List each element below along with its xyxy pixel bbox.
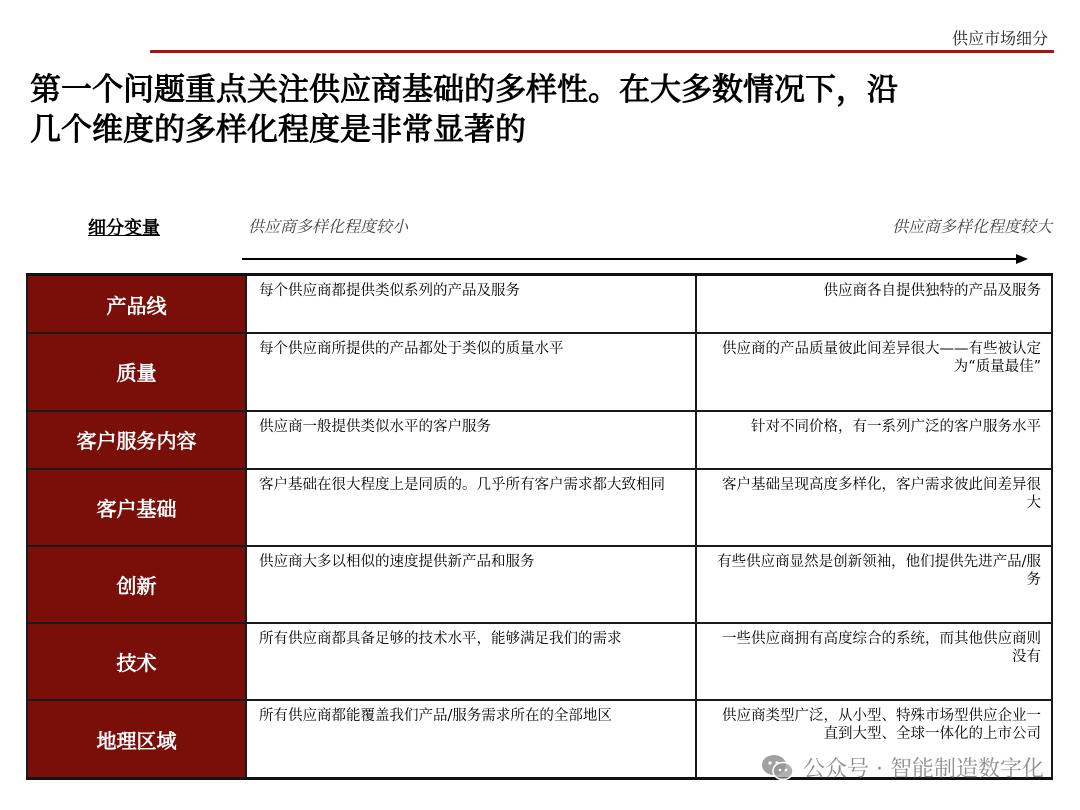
low-diversity-cell: 每个供应商所提供的产品都处于类似的质量水平 [246, 333, 696, 410]
table-row [27, 546, 1052, 623]
variable-cell: 创新 [27, 546, 246, 623]
high-diversity-cell: 针对不同价格，有一系列广泛的客户服务水平 [696, 411, 1052, 469]
variable-cell: 客户基础 [27, 469, 246, 546]
page-title [30, 70, 1060, 150]
title-line-1: 第一个问题重点关注供应商基础的多样性。在大多数情况下，沿 [30, 72, 898, 108]
table-row [27, 333, 1052, 410]
header-rule [150, 50, 1054, 53]
high-diversity-cell: 供应商类型广泛，从小型、特殊市场型供应企业一直到大型、全球一体化的上市公司 [696, 700, 1052, 778]
high-diversity-cell: 一些供应商拥有高度综合的系统，而其他供应商则没有 [696, 623, 1052, 700]
high-diversity-cell: 有些供应商显然是创新领袖，他们提供先进产品/服务 [696, 546, 1052, 623]
variable-cell: 客户服务内容 [27, 411, 246, 469]
low-diversity-cell: 所有供应商都具备足够的技术水平，能够满足我们的需求 [246, 623, 696, 700]
watermark-text: 公众号 · 智能制造数字化 [803, 757, 1044, 782]
variable-cell: 技术 [27, 623, 246, 700]
scale-high-label: 供应商多样化程度较大 [891, 217, 1052, 236]
low-diversity-cell: 所有供应商都能覆盖我们产品/服务需求所在的全部地区 [246, 700, 696, 778]
variable-cell: 地理区域 [27, 700, 246, 778]
scale-low-label: 供应商多样化程度较小 [248, 217, 409, 236]
diversity-scale-arrow [242, 252, 1028, 266]
low-diversity-cell: 供应商一般提供类似水平的客户服务 [246, 411, 696, 469]
variable-cell: 产品线 [27, 275, 246, 334]
segmentation-table [26, 273, 1053, 780]
section-label: 供应市场细分 [951, 29, 1048, 48]
low-diversity-cell: 每个供应商都提供类似系列的产品及服务 [246, 275, 696, 334]
table-row [27, 411, 1052, 469]
watermark [761, 752, 1044, 783]
wechat-icon [761, 753, 795, 783]
low-diversity-cell: 供应商大多以相似的速度提供新产品和服务 [246, 546, 696, 623]
high-diversity-cell: 供应商各自提供独特的产品及服务 [696, 275, 1052, 334]
title-line-2: 几个维度的多样化程度是非常显著的 [30, 112, 526, 148]
high-diversity-cell: 供应商的产品质量彼此间差异很大——有些被认定为“质量最佳” [696, 333, 1052, 410]
low-diversity-cell: 客户基础在很大程度上是同质的。几乎所有客户需求都大致相同 [246, 469, 696, 546]
high-diversity-cell: 客户基础呈现高度多样化，客户需求彼此间差异很大 [696, 469, 1052, 546]
variable-cell: 质量 [27, 333, 246, 410]
variable-column-header: 细分变量 [88, 218, 160, 239]
table-row [27, 469, 1052, 546]
table-row [27, 623, 1052, 700]
table-row [27, 275, 1052, 334]
